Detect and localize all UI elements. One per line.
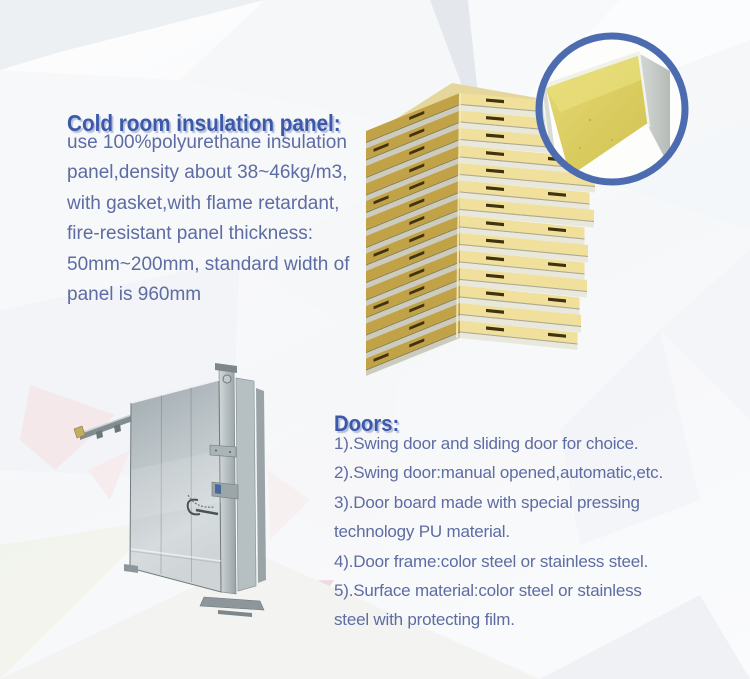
doors-list-line: technology PU material.: [334, 522, 510, 542]
doors-list-line: 2).Swing door:manual opened,automatic,etc.: [334, 463, 663, 483]
panel-description-line: panel is 960mm: [67, 284, 202, 306]
doors-list-line: 1).Swing door and sliding door for choice.: [334, 434, 639, 453]
cold-room-door-image: [70, 352, 280, 664]
panel-description-line: with gasket,with flame retardant,: [67, 192, 340, 214]
panel-description-line: use 100%polyurethane insulation: [67, 132, 347, 153]
doors-list-line: steel with protecting film.: [334, 610, 515, 630]
doors-list-line: 4).Door frame:color steel or stainless steel.: [334, 551, 649, 571]
panel-description-line: 50mm~200mm, standard width of: [67, 253, 350, 275]
doors-list-line: 5).Surface material:color steel or stainless: [334, 581, 642, 601]
door-frame-flange: [256, 388, 266, 583]
doors-list-line: 3).Door board made with special pressing: [334, 492, 640, 512]
post-top-cap: [215, 363, 237, 373]
door-hinge: [210, 445, 236, 457]
panel-description: [67, 128, 350, 310]
sliding-door: [70, 352, 280, 664]
panel-section-heading: Cold room insulation panel:: [67, 110, 341, 137]
panel-corner-closeup: [530, 28, 694, 192]
doors-feature-list: [334, 429, 663, 635]
doors-section-heading: Doors:: [334, 411, 400, 437]
panel-corner-closeup-image: [530, 28, 694, 192]
frame-foot: [200, 597, 264, 610]
panel-description-line: fire-resistant panel thickness:: [67, 223, 314, 245]
panel-description-line: panel,density about 38~46kg/m3,: [67, 162, 348, 184]
door-roller: [223, 375, 231, 383]
lock-accent: [215, 484, 221, 494]
door-frame-outer: [236, 378, 256, 591]
door-frame-post: [219, 366, 236, 594]
